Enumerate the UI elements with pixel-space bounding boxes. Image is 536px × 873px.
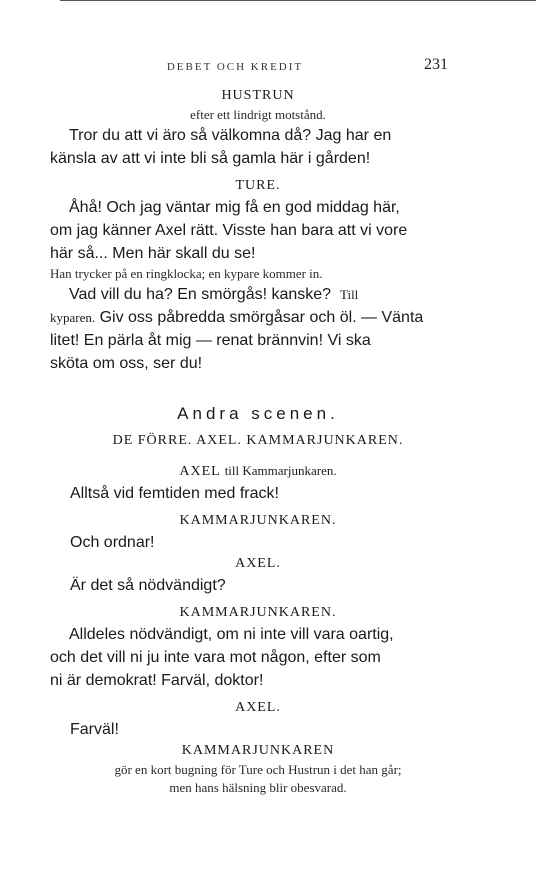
dialogue-line: Alltså vid femtiden med frack! <box>70 485 279 502</box>
speaker-kammarjunkaren: KAMMARJUNKAREN. <box>179 513 337 528</box>
dialogue-line: Alldeles nödvändigt, om ni inte vill vara oartig, <box>69 626 394 643</box>
dialogue-line <box>50 306 466 329</box>
page-number: 231 <box>424 56 448 73</box>
dialogue-text: Vad vill du ha? En smörgås! kanske? <box>69 286 332 303</box>
dialogue-line <box>50 283 466 306</box>
dialogue-line: Farväl! <box>70 721 119 738</box>
dialogue-line: ni är demokrat! Farväl, doktor! <box>50 672 264 689</box>
speaker-axel <box>50 461 466 482</box>
stage-direction: gör en kort bugning för Ture och Hustrun i det han går; <box>114 762 402 777</box>
inline-direction: Till <box>339 287 359 302</box>
speaker-ture: TURE. <box>235 178 281 193</box>
dialogue-line: Åhå! Och jag väntar mig få en god middag här, <box>69 199 400 216</box>
dialogue-line: sköta om oss, ser du! <box>50 355 203 372</box>
page-header <box>0 56 536 80</box>
cast-list: DE FÖRRE. AXEL. KAMMARJUNKAREN. <box>112 433 404 448</box>
speaker-kammarjunkaren: KAMMARJUNKAREN. <box>179 605 337 620</box>
dialogue-line: litet! En pärla åt mig — renat brännvin! Vi ska <box>50 332 371 349</box>
scene-title: Andra scenen. <box>177 404 339 423</box>
speaker-hustrun: HUSTRUN <box>221 88 295 103</box>
speaker-kammarjunkaren: KAMMARJUNKAREN <box>181 743 335 758</box>
inline-direction: kyparen. <box>50 310 96 325</box>
running-head: DEBET OCH KREDIT <box>166 61 304 73</box>
speaker-axel: AXEL. <box>235 700 281 715</box>
top-rule <box>60 0 536 1</box>
stage-direction: efter ett lindrigt motstånd. <box>190 107 326 122</box>
page-body <box>50 86 466 797</box>
stage-direction: Han trycker på en ringklocka; en kypare kommer in. <box>50 266 323 281</box>
stage-direction: men hans hälsning blir obesvarad. <box>169 780 347 795</box>
dialogue-line: Är det så nödvändigt? <box>70 577 226 594</box>
dialogue-line: om jag känner Axel rätt. Visste han bara att vi vore <box>50 222 408 239</box>
stage-direction: till Kammarjunkaren. <box>224 463 337 478</box>
dialogue-line: Tror du att vi äro så välkomna då? Jag har en <box>69 127 392 144</box>
speaker-name: AXEL <box>179 464 221 479</box>
dialogue-text: Giv oss påbredda smörgåsar och öl. — Vänta <box>99 309 424 326</box>
dialogue-line: och det vill ni ju inte vara mot någon, efter som <box>50 649 381 666</box>
speaker-axel: AXEL. <box>235 556 281 571</box>
dialogue-line: här så... Men här skall du se! <box>50 245 256 262</box>
dialogue-line: Och ordnar! <box>70 534 155 551</box>
dialogue-line: känsla av att vi inte bli så gamla här i gården! <box>50 150 371 167</box>
